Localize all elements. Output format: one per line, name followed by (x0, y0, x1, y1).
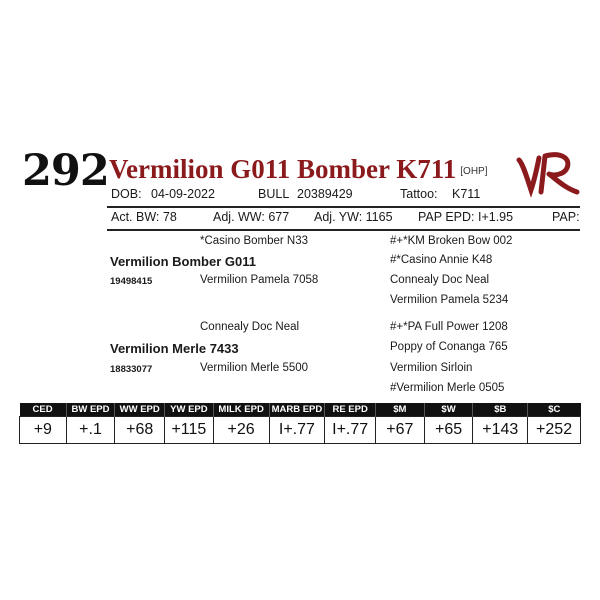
dam-sire-dam: Poppy of Conanga 765 (390, 341, 508, 353)
sire-dam-dam: Vermilion Pamela 5234 (390, 294, 509, 306)
dob-value: 04-09-2022 (151, 187, 215, 201)
epd-header: $M (376, 403, 425, 417)
sire-dam-sire: Connealy Doc Neal (390, 274, 490, 286)
epd-value: +252 (528, 417, 581, 444)
epd-value: +67 (376, 417, 425, 444)
divider-top (107, 206, 580, 208)
adj-ww: Adj. WW: 677 (213, 210, 290, 224)
epd-header: $C (528, 403, 581, 417)
animal-name-line (109, 154, 488, 185)
dam-sire-sire: #+*PA Full Power 1208 (390, 321, 508, 333)
dam-dam-sire: Vermilion Sirloin (390, 362, 473, 374)
epd-value: I+.77 (325, 417, 376, 444)
sire-sire: *Casino Bomber N33 (200, 235, 309, 247)
sire-sire-sire: #+*KM Broken Bow 002 (390, 235, 513, 247)
sire-name: Vermilion Bomber G011 (110, 254, 256, 269)
epd-value: +115 (165, 417, 214, 444)
vr-logo (515, 150, 581, 198)
dob-label: DOB: (111, 187, 142, 201)
epd-header: CED (20, 403, 67, 417)
epd-value: +.1 (66, 417, 115, 444)
reg-label: BULL (258, 187, 290, 201)
epd-header-row (20, 403, 581, 417)
dam-dam: Vermilion Merle 5500 (200, 362, 309, 374)
pap: PAP: (552, 210, 580, 224)
epd-value: +68 (115, 417, 165, 444)
dam-dam-dam: #Vermilion Merle 0505 (390, 382, 505, 394)
epd-header: $B (473, 403, 528, 417)
adj-yw: Adj. YW: 1165 (314, 210, 393, 224)
animal-name: Vermilion G011 Bomber K711 (109, 154, 457, 184)
divider-bottom (107, 229, 580, 231)
tattoo-label: Tattoo: (400, 187, 438, 201)
sire-sire-dam: #*Casino Annie K48 (390, 254, 493, 266)
ohp-tag: [OHP] (460, 166, 488, 178)
dam-reg: 18833077 (110, 364, 153, 375)
epd-value: +143 (473, 417, 528, 444)
epd-value: I+.77 (269, 417, 325, 444)
act-bw: Act. BW: 78 (111, 210, 177, 224)
sire-reg: 19498415 (110, 276, 153, 287)
epd-header: WW EPD (115, 403, 165, 417)
epd-value: +26 (213, 417, 269, 444)
epd-header: MARB EPD (269, 403, 325, 417)
epd-value-row (20, 417, 581, 444)
reg-number: 20389429 (297, 187, 353, 201)
epd-value: +9 (20, 417, 67, 444)
epd-header: $W (424, 403, 473, 417)
sire-dam: Vermilion Pamela 7058 (200, 274, 319, 286)
epd-header: MILK EPD (213, 403, 269, 417)
pap-epd: PAP EPD: I+1.95 (418, 210, 514, 224)
epd-header: BW EPD (66, 403, 115, 417)
dam-name: Vermilion Merle 7433 (110, 341, 239, 356)
epd-value: +65 (424, 417, 473, 444)
dam-sire: Connealy Doc Neal (200, 321, 300, 333)
epd-header: YW EPD (165, 403, 214, 417)
tattoo-value: K711 (452, 187, 481, 201)
epd-header: RE EPD (325, 403, 376, 417)
epd-table (19, 403, 581, 444)
lot-number: 292 (22, 146, 109, 196)
